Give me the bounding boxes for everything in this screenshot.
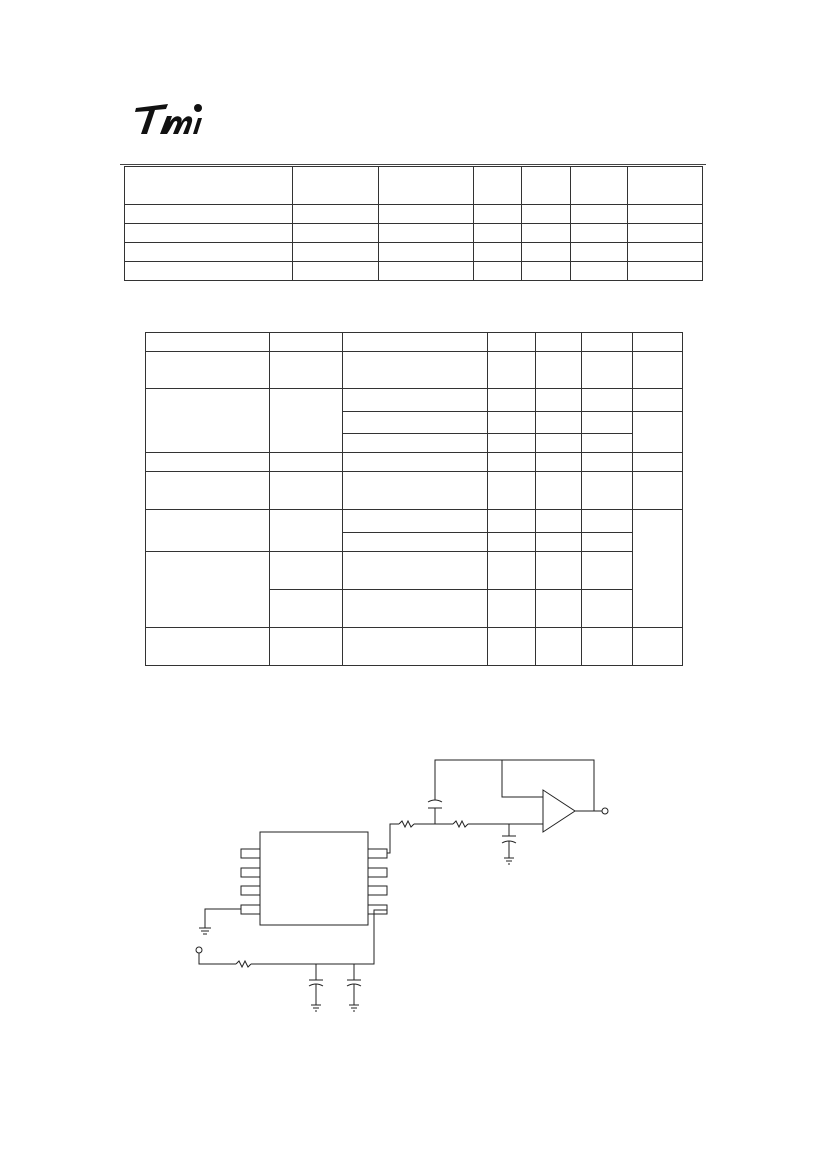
table-row [146,552,683,590]
resistor-7-5k [453,821,468,827]
table-row [146,333,683,352]
table-row [146,389,683,412]
resistor-10 [236,961,251,967]
pin-gnd [241,905,260,914]
pin-bck [241,849,260,858]
table-row [125,205,703,224]
table-row [146,628,683,666]
pin-ws [241,868,260,877]
table-row [146,472,683,510]
pin-din [241,886,260,895]
application-circuit [158,752,668,1016]
spec-table-1 [124,166,703,281]
right-output-terminal [602,808,608,814]
chip-body [260,832,368,925]
pin-rch [368,849,387,858]
table-row [146,510,683,533]
pin-lch [368,886,387,895]
table-row [146,453,683,472]
table-row [146,352,683,389]
spec-table-2 [145,332,683,666]
header-rule [120,164,706,165]
resistor-7-5k [399,821,414,827]
vdd-terminal [196,947,202,953]
pin-nc [368,868,387,877]
table-row [125,167,703,205]
table-row [125,262,703,281]
table-row [125,243,703,262]
op-amp-right [543,790,575,832]
company-logo [132,100,204,138]
table-row [125,224,703,243]
